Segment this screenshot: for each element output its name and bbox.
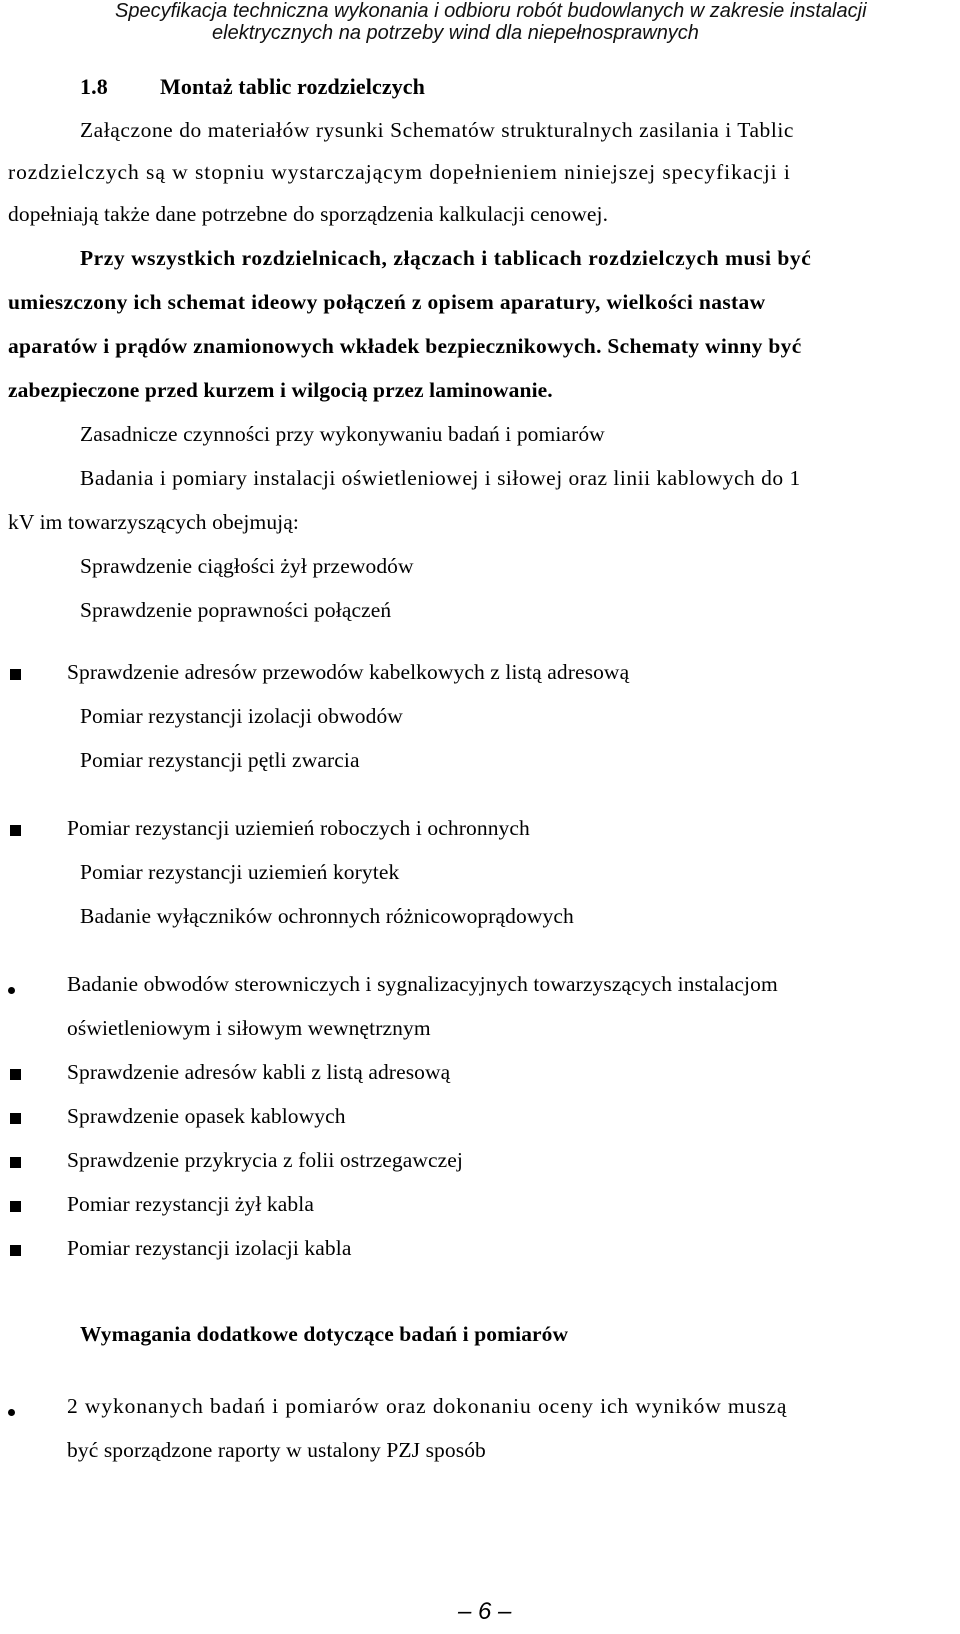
square-bullet-icon [10, 1157, 21, 1168]
square-bullet-icon [10, 1245, 21, 1256]
paragraph-1-line-1 [80, 118, 956, 143]
list-item-9-line-2: oświetleniowym i siłowym wewnętrznym [67, 1016, 431, 1040]
list-item-14: Pomiar rezystancji izolacji kabla [67, 1236, 352, 1260]
list-item-8: Badanie wyłączników ochronnych różnicowoprądowych [80, 904, 574, 928]
list-item-13: Pomiar rezystancji żył kabla [67, 1192, 314, 1216]
square-bullet-icon [10, 1113, 21, 1124]
list-item-1: Sprawdzenie ciągłości żył przewodów [80, 554, 414, 578]
paragraph-2-line-1: Przy wszystkich rozdzielnicach, złączach i tablicach rozdzielczych musi być [80, 246, 812, 270]
page-number: – 6 – [458, 1598, 512, 1625]
paragraph-1-line-1-text: Załączone do materiałów rysunki Schematów strukturalnych zasilania i Tablic [80, 118, 794, 142]
square-bullet-icon [10, 1201, 21, 1212]
paragraph-4-line-2: kV im towarzyszących obejmują: [8, 510, 299, 534]
list-item-4: Pomiar rezystancji izolacji obwodów [80, 704, 403, 728]
section-title: Montaż tablic rozdzielczych [160, 74, 425, 99]
final-line-2: być sporządzone raporty w ustalony PZJ sposób [67, 1438, 486, 1462]
list-item-12: Sprawdzenie przykrycia z folii ostrzegawczej [67, 1148, 463, 1172]
round-bullet-icon [8, 987, 15, 994]
paragraph-3: Zasadnicze czynności przy wykonywaniu badań i pomiarów [80, 422, 605, 446]
final-line-1: 2 wykonanych badań i pomiarów oraz dokonaniu oceny ich wyników muszą [67, 1394, 788, 1418]
list-item-6: Pomiar rezystancji uziemień roboczych i ochronnych [67, 816, 530, 840]
running-header-line1: Specyfikacja techniczna wykonania i odbioru robót budowlanych w zakresie instalacji [115, 0, 867, 22]
list-item-11: Sprawdzenie opasek kablowych [67, 1104, 346, 1128]
round-bullet-icon [8, 1409, 15, 1416]
list-item-7: Pomiar rezystancji uziemień korytek [80, 860, 400, 884]
square-bullet-icon [10, 669, 21, 680]
paragraph-1-line-2: rozdzielczych są w stopniu wystarczającym dopełnieniem niniejszej specyfikacji i [8, 160, 791, 184]
paragraph-4-line-1: Badania i pomiary instalacji oświetleniowej i siłowej oraz linii kablowych do 1 [80, 466, 801, 490]
list-item-5: Pomiar rezystancji pętli zwarcia [80, 748, 360, 772]
running-header-line2: elektrycznych na potrzeby wind dla niepełnosprawnych [212, 22, 699, 44]
section-number: 1.8 [80, 74, 108, 99]
list-item-10: Sprawdzenie adresów kabli z listą adresową [67, 1060, 451, 1084]
paragraph-1-line-3: dopełniają także dane potrzebne do sporządzenia kalkulacji cenowej. [8, 202, 609, 226]
paragraph-2-line-3: aparatów i prądów znamionowych wkładek bezpiecznikowych. Schematy winny być [8, 334, 802, 358]
list-item-9-line-1: Badanie obwodów sterowniczych i sygnalizacyjnych towarzyszących instalacjom [67, 972, 778, 996]
paragraph-2-line-4: zabezpieczone przed kurzem i wilgocią przez laminowanie. [8, 378, 553, 402]
list-item-2: Sprawdzenie poprawności połączeń [80, 598, 392, 622]
subheading: Wymagania dodatkowe dotyczące badań i pomiarów [80, 1322, 569, 1346]
paragraph-2-line-2: umieszczony ich schemat ideowy połączeń z opisem aparatury, wielkości nastaw [8, 290, 766, 314]
square-bullet-icon [10, 825, 21, 836]
list-item-3: Sprawdzenie adresów przewodów kabelkowych z listą adresową [67, 660, 630, 684]
square-bullet-icon [10, 1069, 21, 1080]
